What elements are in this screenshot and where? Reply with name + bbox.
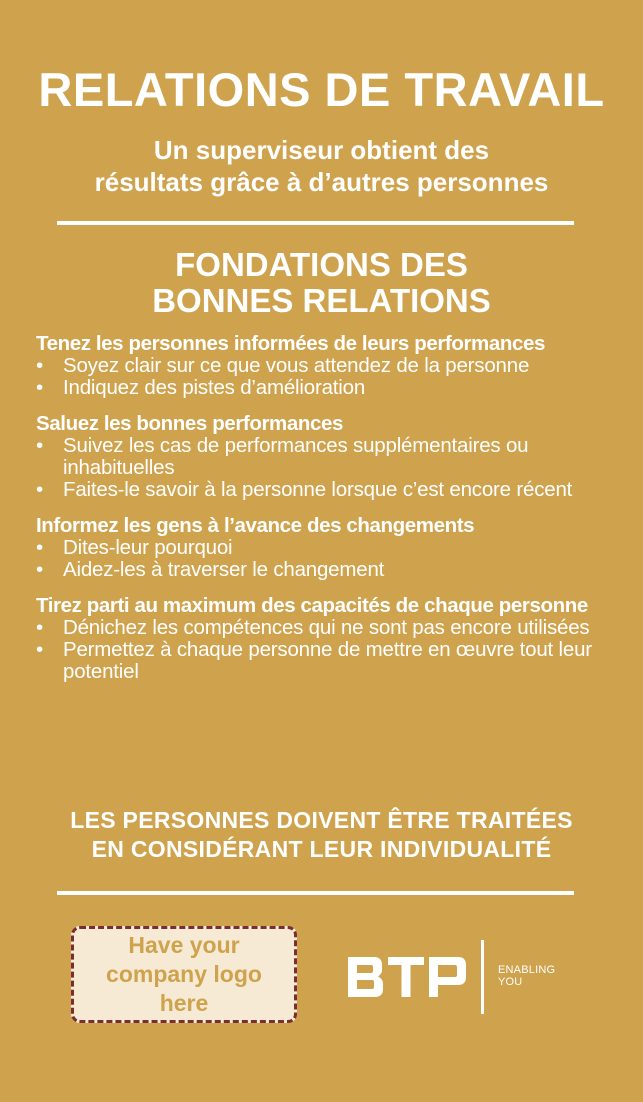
bullet-item bbox=[36, 537, 611, 559]
bullet-list bbox=[36, 617, 611, 683]
brand-divider bbox=[481, 940, 484, 1014]
bullet-icon: • bbox=[36, 536, 43, 559]
bullet-icon: • bbox=[36, 478, 43, 501]
bullet-item bbox=[36, 617, 611, 639]
bullet-text: Dites-leur pourquoi bbox=[63, 536, 233, 559]
bullet-list bbox=[36, 435, 611, 501]
tagline-line-1: ENABLING bbox=[498, 964, 556, 976]
group-heading: Saluez les bonnes performances bbox=[36, 412, 344, 435]
bullet-icon: • bbox=[36, 434, 43, 457]
foundations-list bbox=[36, 333, 611, 697]
logo-placeholder-line-3: here bbox=[159, 990, 209, 1016]
logo-placeholder-text bbox=[106, 931, 262, 1018]
bullet-icon: • bbox=[36, 376, 43, 399]
subtitle-line-1: Un superviseur obtient des bbox=[153, 135, 490, 165]
bullet-text: Dénichez les compétences qui ne sont pas encore utilisées bbox=[63, 616, 590, 639]
btp-logo-icon bbox=[348, 957, 466, 997]
group-performance-feedback bbox=[36, 333, 611, 399]
bullet-icon: • bbox=[36, 558, 43, 581]
bullet-icon: • bbox=[36, 638, 43, 661]
bullet-item bbox=[36, 377, 611, 399]
closing-line-1: LES PERSONNES DOIVENT ÊTRE TRAITÉES bbox=[70, 807, 573, 833]
group-heading: Tenez les personnes informées de leurs performances bbox=[36, 332, 545, 355]
bottom-divider bbox=[57, 891, 574, 895]
btp-brand-logo bbox=[348, 940, 578, 1016]
bullet-text: Aidez-les à traverser le changement bbox=[63, 558, 385, 581]
group-inform-changes bbox=[36, 515, 611, 581]
company-logo-placeholder bbox=[71, 926, 297, 1023]
bullet-text: Permettez à chaque personne de mettre en œuvre tout leur potentiel bbox=[63, 638, 592, 683]
bullet-text: Indiquez des pistes d’amélioration bbox=[63, 376, 366, 399]
bullet-item bbox=[36, 639, 611, 683]
closing-line-2: EN CONSIDÉRANT LEUR INDIVIDUALITÉ bbox=[91, 836, 552, 862]
bullet-list bbox=[36, 355, 611, 399]
section-title-line-1: FONDATIONS DES bbox=[175, 246, 468, 283]
brand-tagline bbox=[498, 964, 555, 988]
bullet-text: Suivez les cas de performances supplémentaires ou inhabituelles bbox=[63, 434, 529, 479]
subtitle-line-2: résultats grâce à d’autres personnes bbox=[94, 167, 549, 197]
logo-placeholder-line-1: Have your bbox=[128, 932, 240, 958]
section-title-line-2: BONNES RELATIONS bbox=[152, 282, 491, 319]
bullet-item bbox=[36, 559, 611, 581]
group-recognize-performance bbox=[36, 413, 611, 501]
bullet-icon: • bbox=[36, 616, 43, 639]
bullet-item bbox=[36, 355, 611, 377]
group-make-best-use bbox=[36, 595, 611, 683]
logo-placeholder-line-2: company logo bbox=[106, 961, 262, 987]
top-divider bbox=[57, 221, 574, 225]
bullet-icon: • bbox=[36, 354, 43, 377]
closing-statement bbox=[0, 806, 643, 864]
page-title: RELATIONS DE TRAVAIL bbox=[38, 63, 605, 116]
bullet-item bbox=[36, 435, 611, 479]
tagline-line-2: YOU bbox=[498, 976, 523, 988]
page-subtitle bbox=[20, 134, 623, 198]
group-heading: Informez les gens à l’avance des changements bbox=[36, 514, 475, 537]
bullet-list bbox=[36, 537, 611, 581]
bullet-text: Faites-le savoir à la personne lorsque c’est encore récent bbox=[63, 478, 573, 501]
bullet-text: Soyez clair sur ce que vous attendez de la personne bbox=[63, 354, 530, 377]
group-heading: Tirez parti au maximum des capacités de chaque personne bbox=[36, 594, 588, 617]
bullet-item bbox=[36, 479, 611, 501]
section-title bbox=[0, 247, 643, 319]
